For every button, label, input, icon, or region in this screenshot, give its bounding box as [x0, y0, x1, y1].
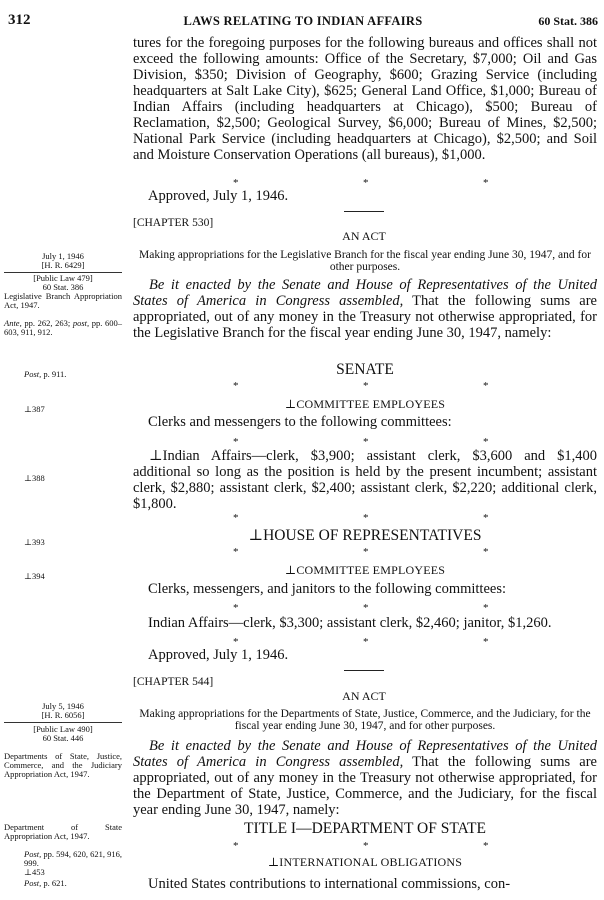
margin-post-page: p. 621.: [41, 878, 67, 888]
intro-paragraph: tures for the foregoing purposes for the following bureaus and offices shall not exceed the following amounts: Office of the Secretary, $7,000; Oil and Gas Division, $350; Division of Geography, $600; Grazing Service (including headquarters at Salt Lake City), $625; General Land Office, $1,000; Bureau of Indian Affairs (including headquarters at Chicago), $500; Bureau of Reclamation, $2,500; Geological Survey, $6,000; Bureau of Mines, $2,500; National Park Service (including headquarters at Chicago), $2,500; and Soil and Moisture Conservation Operations (all bureaus), $1,000.: [133, 35, 597, 163]
star: *: [363, 436, 369, 448]
title-one-heading: TITLE I—DEPARTMENT OF STATE: [244, 820, 486, 837]
act-530-summary: Making appropriations for the Legislative Branch for the fiscal year ending June 30, 1947, and for other purposes.: [139, 249, 591, 273]
section-break-6: [133, 602, 597, 614]
committee-employees-heading: ⊥COMMITTEE EMPLOYEES: [284, 397, 446, 411]
margin-cross-ref: [4, 319, 122, 337]
star: *: [233, 840, 239, 852]
section-break-4: [133, 512, 597, 524]
enacting-clause-text: That the following sums are appropriated, out of any money in the Treasury not otherwise appropriated, for the Legislative Branch for the fiscal year ending June 30, 1947, namely:: [133, 293, 597, 341]
star: *: [233, 636, 239, 648]
us-contributions-line: United States contributions to international commissions, con-: [148, 876, 511, 892]
margin-stat-446: 60 Stat. 446: [42, 733, 84, 743]
an-act-heading: AN ACT: [342, 229, 386, 243]
margin-public-law-490: [Public Law 490]: [33, 724, 93, 734]
margin-public-law-479: [Public Law 479]: [33, 273, 93, 283]
approved-date-2: Approved, July 1, 1946.: [148, 647, 289, 663]
star: *: [483, 436, 489, 448]
star: *: [233, 177, 239, 189]
clerks-messengers-line: Clerks and messengers to the following committees:: [148, 414, 452, 430]
star: *: [363, 380, 369, 392]
star: *: [483, 840, 489, 852]
star: *: [483, 636, 489, 648]
enacting-clause-530: [133, 277, 597, 341]
margin-stat-386: 60 Stat. 386: [42, 282, 84, 292]
house-indian-affairs-line: Indian Affairs—clerk, $3,300; assistant clerk, $2,460; janitor, $1,260.: [148, 615, 552, 631]
margin-post-label: Post,: [24, 878, 42, 888]
divider-rule: [344, 670, 384, 671]
margin-post-page: p. 911.: [41, 369, 67, 379]
margin-post-pages: pp. 594, 620, 621, 916, 999.: [24, 849, 122, 868]
star: *: [363, 636, 369, 648]
divider-rule: [344, 211, 384, 212]
stat-reference: 60 Stat. 386: [538, 14, 598, 28]
star: *: [363, 602, 369, 614]
section-break-8: [133, 840, 597, 852]
margin-post-594: [24, 850, 122, 868]
margin-marker-388: ⊥388: [24, 473, 45, 483]
margin-date-530: July 1, 1946: [42, 251, 84, 261]
enacting-clause-text: That the following sums are appropriated, out of any money in the Treasury not otherwise appropriated, for the Department of State, Justice, Commerce, and the Judiciary, for the fiscal year ending June 30, 1947, namely:: [133, 754, 597, 818]
clerks-janitors-line: Clerks, messengers, and janitors to the following committees:: [148, 581, 507, 597]
senate-heading: SENATE: [336, 361, 394, 378]
star: *: [233, 602, 239, 614]
margin-dept-state-act: Department of State Appropriation Act, 1947.: [4, 822, 122, 841]
page-header-title: LAWS RELATING TO INDIAN AFFAIRS: [183, 14, 423, 28]
margin-marker-453: ⊥453: [24, 867, 45, 877]
margin-ante-pages: pp. 262, 263;: [21, 318, 71, 328]
margin-marker-394: ⊥394: [24, 571, 45, 581]
committee-employees-heading-2: ⊥COMMITTEE EMPLOYEES: [284, 563, 446, 577]
margin-ante: Ante,: [4, 318, 22, 328]
margin-post-label: Post,: [24, 369, 42, 379]
margin-post-pages: pp. 600–603, 911, 912.: [4, 318, 122, 337]
star: *: [483, 512, 489, 524]
an-act-heading-2: AN ACT: [342, 689, 386, 703]
star: *: [363, 546, 369, 558]
star: *: [233, 546, 239, 558]
margin-hr-544: [H. R. 6056]: [41, 710, 85, 720]
star: *: [483, 546, 489, 558]
section-break-3: [133, 436, 597, 448]
margin-post-621: [24, 879, 142, 888]
star: *: [233, 512, 239, 524]
margin-hr-530: [H. R. 6429]: [41, 260, 85, 270]
margin-departments-act: Departments of State, Justice, Commerce, and the Judiciary Appropriation Act, 1947.: [4, 751, 122, 779]
margin-marker-387: ⊥387: [24, 404, 45, 414]
section-break-5: [133, 546, 597, 558]
star: *: [363, 512, 369, 524]
star: *: [363, 840, 369, 852]
running-head: [8, 10, 598, 30]
chapter-544-label: [CHAPTER 544]: [133, 676, 214, 688]
chapter-530-label: [CHAPTER 530]: [133, 217, 214, 229]
enacting-phrase: Be it enacted by the Senate and House of Representatives of the United States of America in Congress assembled,: [133, 738, 597, 770]
star: *: [233, 380, 239, 392]
margin-post-911: [24, 370, 142, 379]
enacting-clause-544: [133, 738, 597, 818]
house-heading: ⊥HOUSE OF REPRESENTATIVES: [248, 527, 482, 544]
star: *: [233, 436, 239, 448]
margin-rule: [4, 722, 122, 723]
star: *: [363, 177, 369, 189]
margin-post-label: Post,: [24, 849, 42, 859]
enacting-phrase: Be it enacted by the Senate and House of Representatives of the United States of America in Congress assembled,: [133, 277, 597, 309]
margin-leg-branch-act: Legislative Branch Appropriation Act, 1947.: [4, 291, 122, 310]
international-obligations-heading: ⊥INTERNATIONAL OBLIGATIONS: [267, 855, 463, 869]
section-break-2: [133, 380, 597, 392]
margin-marker-393: ⊥393: [24, 537, 45, 547]
star: *: [483, 177, 489, 189]
margin-date-544: July 5, 1946: [42, 701, 84, 711]
margin-post: post,: [72, 318, 90, 328]
senate-indian-affairs-paragraph: ⊥Indian Affairs—clerk, $3,900; assistant clerk, $3,600 and $1,400 additional so long as the position is held by the present incumbent; assistant clerk, $2,880; assistant clerk, $2,400; assistant clerk, $2,220; additional clerk, $1,800.: [133, 448, 597, 512]
act-544-summary: Making appropriations for the Departments of State, Justice, Commerce, and the Judiciary, for the fiscal year ending June 30, 1947, and for other purposes.: [139, 708, 591, 732]
page-number: 312: [8, 12, 31, 28]
star: *: [483, 602, 489, 614]
approved-date-1: Approved, July 1, 1946.: [148, 188, 289, 204]
star: *: [483, 380, 489, 392]
